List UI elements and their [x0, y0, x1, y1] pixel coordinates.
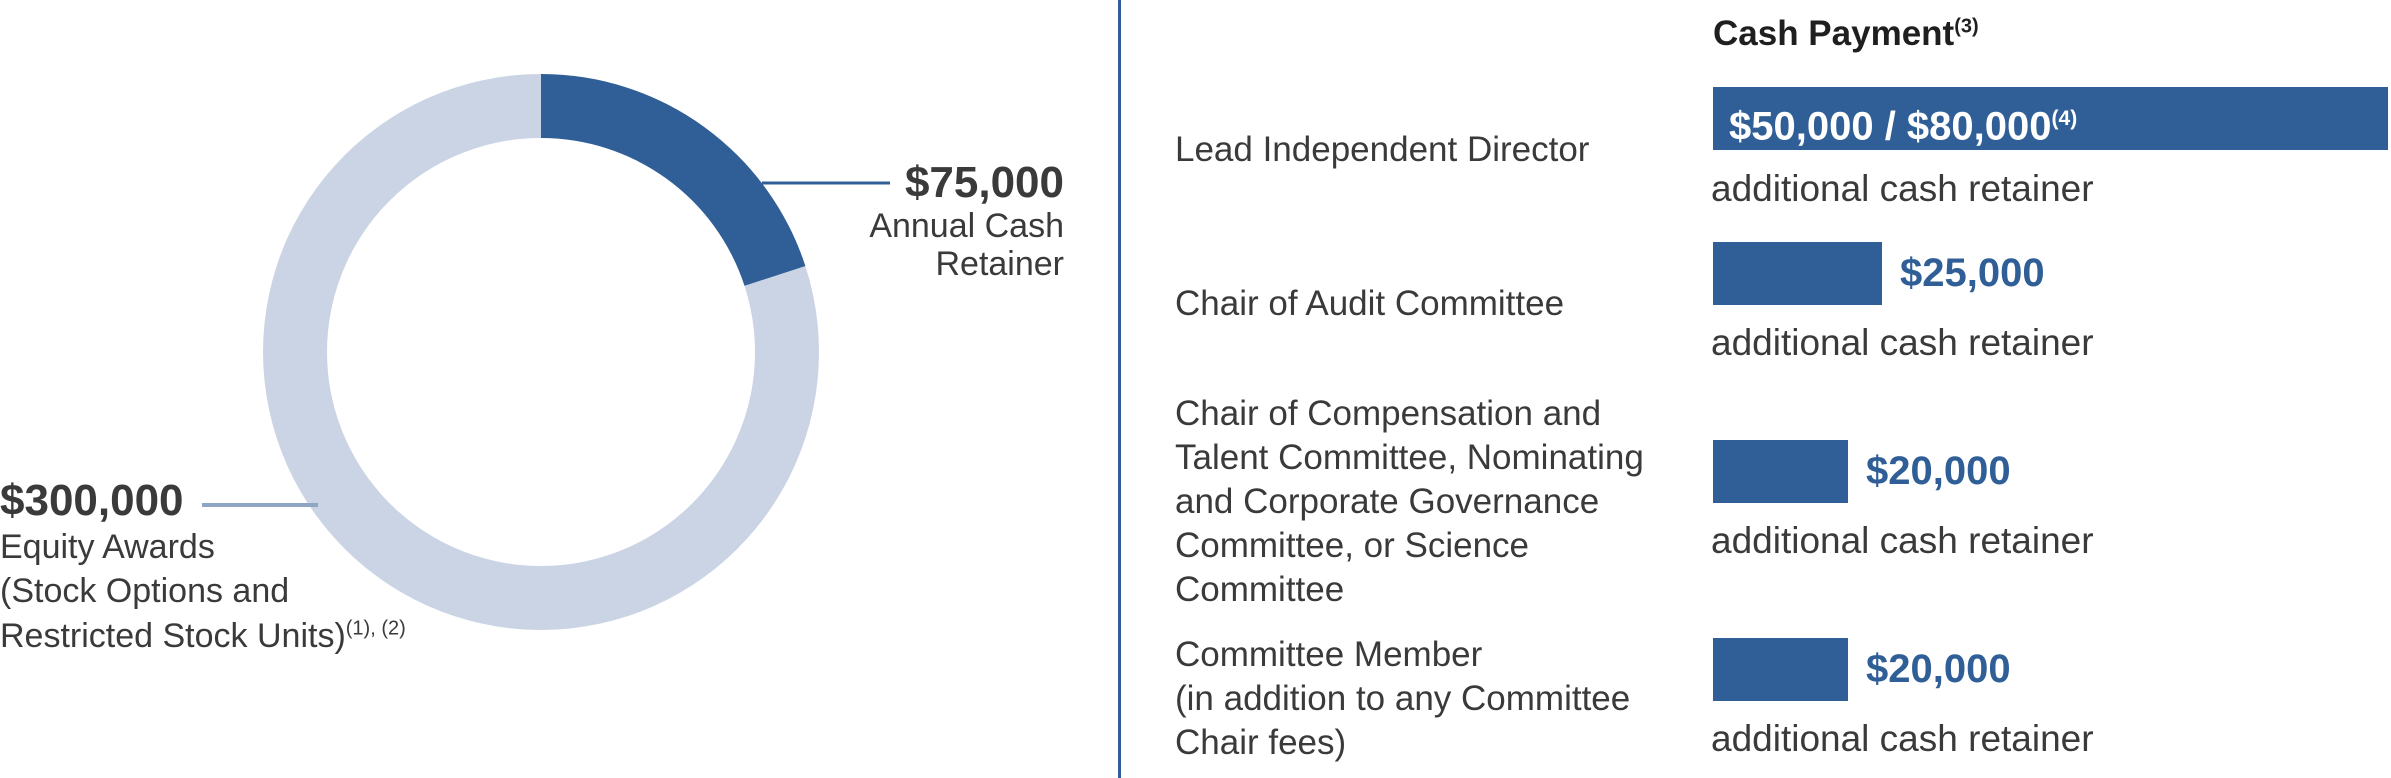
role-label-line: (in addition to any Committee	[1175, 679, 1631, 718]
cash-retainer-amount: $75,000	[904, 158, 1064, 207]
role-label-line: Chair fees)	[1175, 723, 1347, 762]
role-label	[1175, 633, 1685, 765]
retainer-sublabel: additional cash retainer	[1711, 520, 2094, 561]
equity-awards-footnote: (1), (2)	[345, 617, 406, 640]
payment-value-text: $20,000	[1866, 647, 2011, 691]
payment-bar	[1713, 638, 1848, 701]
cash-payment-title: Cash Payment	[1713, 14, 1955, 53]
cash-retainer-desc-line-2: Retainer	[935, 245, 1064, 284]
payment-bar	[1713, 242, 1882, 305]
role-label	[1175, 282, 1685, 326]
role-label	[1175, 128, 1685, 172]
section-divider	[1118, 0, 1121, 778]
payment-value-label	[1866, 638, 2011, 701]
equity-awards-line-2: (Stock Options and	[0, 572, 290, 611]
payment-bar	[1713, 440, 1848, 503]
equity-awards-line-1: Equity Awards	[0, 528, 215, 567]
cash-retainer-callout	[760, 158, 1064, 283]
retainer-sublabel: additional cash retainer	[1711, 322, 2094, 363]
cash-payment-header	[1713, 14, 1979, 54]
payment-value-label	[1900, 242, 2045, 305]
payment-value-label	[1729, 87, 2077, 158]
payment-value-text: $25,000	[1900, 251, 2045, 295]
role-label-line: Chair of Compensation and	[1175, 394, 1602, 433]
role-label-line: and Corporate Governance	[1175, 482, 1600, 521]
retainer-sublabel: additional cash retainer	[1711, 718, 2094, 759]
role-label	[1175, 392, 1685, 612]
equity-awards-line-3	[0, 614, 520, 658]
role-label-line: Talent Committee, Nominating	[1175, 438, 1644, 477]
donut-chart	[0, 0, 1110, 778]
cash-payment-footnote: (3)	[1954, 15, 1979, 38]
equity-awards-line-3-text: Restricted Stock Units)	[0, 616, 346, 655]
role-label-line: Committee Member	[1175, 635, 1483, 674]
role-label-line: Committee	[1175, 570, 1345, 609]
cash-retainer-desc-line-1: Annual Cash	[869, 207, 1064, 246]
payment-value-footnote: (4)	[2051, 107, 2078, 130]
role-label-line: Committee, or Science	[1175, 526, 1530, 565]
role-label-line: Chair of Audit Committee	[1175, 284, 1565, 323]
role-label-line: Lead Independent Director	[1175, 130, 1590, 169]
equity-awards-amount: $300,000	[0, 476, 184, 525]
retainer-sublabel: additional cash retainer	[1711, 168, 2094, 209]
payment-value-text: $20,000	[1866, 449, 2011, 493]
equity-awards-callout	[0, 476, 520, 658]
payment-value-label	[1866, 440, 2011, 503]
payment-value-text: $50,000 / $80,000	[1729, 104, 2052, 149]
